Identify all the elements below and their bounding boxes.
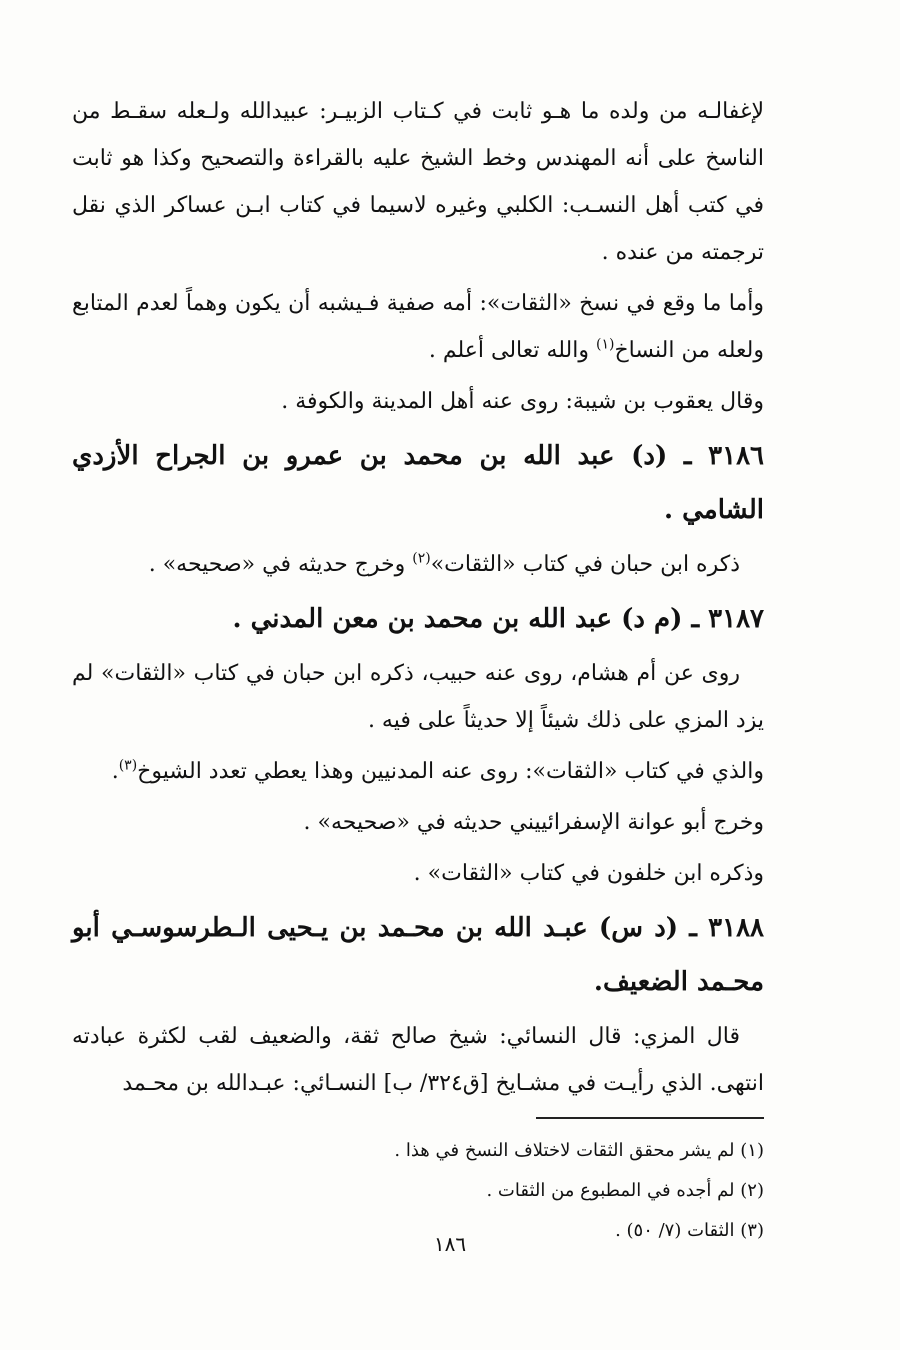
paragraph-text: وأما ما وقع في نسخ «الثقات»: أمه صفية فـيشبه أن يكون وهماً لعدم المتابع ولعله من النساخ bbox=[72, 291, 764, 363]
footnote-2: (٢) لم أجده في المطبوع من الثقات . bbox=[486, 1180, 764, 1201]
paragraph-tail: . bbox=[111, 759, 119, 784]
footnote-ref-3[interactable]: (٣) bbox=[118, 757, 138, 774]
entry-heading-3187: ٣١٨٧ ـ (م د) عبد الله بن محمد بن معن المدني . bbox=[232, 604, 764, 634]
paragraph-thiqat-note bbox=[72, 280, 764, 374]
paragraph-continuation: لإغفالـه من ولده ما هـو ثابت في كـتاب الزبيـر: عبيدالله ولـعله سقـط من الناسخ على أنه المهندس وخط الشيخ عليه بالقراءة والتصحيح وكذا هو ثابت في كتب أهل النسـب: الكلبي وغيره لاسيما في كتاب ابـن عساكر الذي نقل ترجمته من عنده . bbox=[72, 99, 764, 265]
paragraph-tail: والله تعالى أعلم . bbox=[428, 338, 596, 363]
page-number: ١٨٦ bbox=[433, 1232, 467, 1256]
paragraph-umm-hisham: روى عن أم هشام، روى عنه حبيب، ذكره ابن حبان في كتاب «الثقات» لم يزد المزي على ذلك شيئاً إلا حديثاً على فيه . bbox=[72, 661, 764, 733]
paragraph-ibn-khalfun: وذكره ابن خلفون في كتاب «الثقات» . bbox=[413, 861, 764, 886]
footnote-ref-1[interactable]: (١) bbox=[596, 336, 615, 353]
paragraph-tail: وخرج حديثه في «صحيحه» . bbox=[148, 552, 413, 577]
footnote-1: (١) لم يشر محقق الثقات لاختلاف النسخ في هذا . bbox=[394, 1140, 764, 1161]
footnote-divider bbox=[536, 1117, 764, 1119]
entry-heading-3186: ٣١٨٦ ـ (د) عبد الله بن محمد بن عمرو بن الجراح الأزدي الشامي . bbox=[72, 441, 764, 525]
footnote-3: (٣) الثقات (٧/ ٥٠) . bbox=[615, 1220, 764, 1241]
paragraph-text: والذي في كتاب «الثقات»: روى عنه المدنيين وهذا يعطي تعدد الشيوخ bbox=[137, 759, 764, 784]
footnote-ref-2[interactable]: (٢) bbox=[412, 550, 431, 567]
entry-heading-3188: ٣١٨٨ ـ (د س) عبـد الله بن محـمد بن يـحيى الـطرسوسـي أبو محـمد الضعيف. bbox=[72, 913, 764, 997]
paragraph-yaqub: وقال يعقوب بن شيبة: روى عنه أهل المدينة والكوفة . bbox=[281, 389, 764, 414]
paragraph-ibn-hibban bbox=[72, 541, 764, 588]
paragraph-abu-awana: وخرج أبو عوانة الإسفرائييني حديثه في «صحيحه» . bbox=[303, 810, 764, 835]
paragraph-text: ذكره ابن حبان في كتاب «الثقات» bbox=[430, 552, 740, 577]
paragraph-mizzi: قال المزي: قال النسائي: شيخ صالح ثقة، والضعيف لقب لكثرة عبادته انتهى. الذي رأيـت في مشـايخ [ق٣٢٤/ ب] النسـائي: عبـدالله بن محـمد bbox=[72, 1024, 764, 1096]
paragraph-thiqat-book bbox=[72, 748, 764, 795]
